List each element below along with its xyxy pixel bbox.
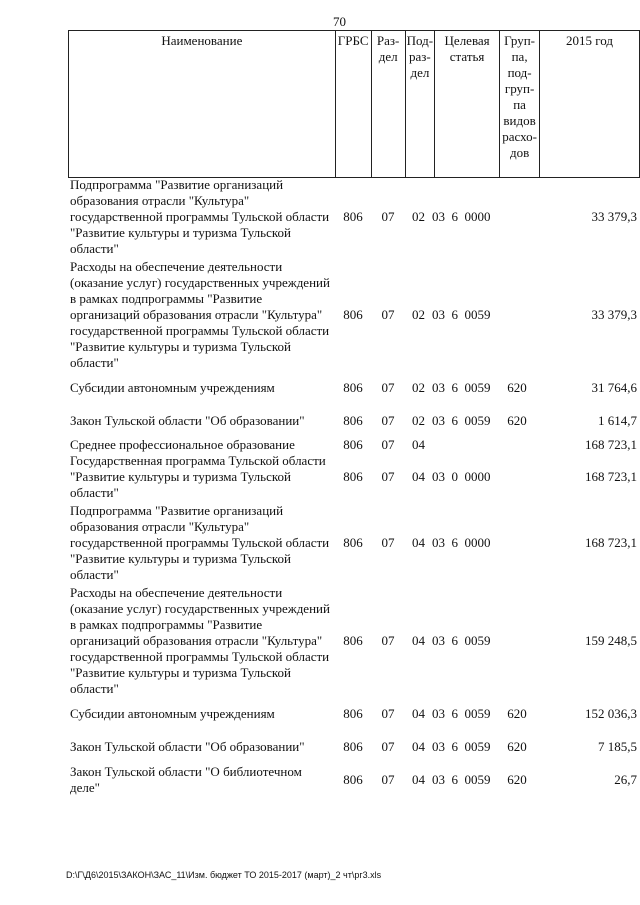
row-expense-group: 620: [507, 739, 527, 754]
row-expense-group: 620: [507, 706, 527, 721]
row-name: Расходы на обеспечение деятельности (оказание услуг) государственных учреждений в рамках подпрограммы "Развитие организаций образования отрасли "Культура" государственной программы Тульской области "Развитие культуры и туризма Тульской области": [70, 259, 330, 370]
row-sum: 168 723,1: [585, 469, 637, 484]
row-grbs: 806: [343, 772, 363, 787]
row-razdel: 07: [381, 437, 395, 452]
header-razdel: Раз- дел: [371, 31, 405, 178]
row-expense-group: 620: [507, 413, 527, 428]
row-podrazdel: 02: [412, 380, 425, 395]
row-razdel: 07: [381, 469, 395, 484]
row-expense-group: 620: [507, 380, 527, 395]
row-name: Субсидии автономным учреждениям: [70, 706, 275, 721]
row-grbs: 806: [343, 633, 363, 648]
row-target-article: 03 6 0059: [432, 739, 491, 754]
row-grbs: 806: [343, 535, 363, 550]
row-podrazdel: 02: [412, 209, 425, 224]
row-razdel: 07: [381, 413, 395, 428]
row-target-article: 03 6 0059: [432, 706, 491, 721]
row-target-article: 03 6 0059: [432, 307, 491, 322]
row-sum: 168 723,1: [585, 535, 637, 550]
table-header: [68, 30, 640, 178]
row-podrazdel: 04: [412, 706, 425, 721]
row-name: Расходы на обеспечение деятельности (оказание услуг) государственных учреждений в рамках подпрограммы "Развитие организаций образования отрасли "Культура" государственной программы Тульской области "Развитие культуры и туризма Тульской области": [70, 585, 330, 696]
header-expense-group: Груп- па, под- груп- па видов расхо- дов: [500, 31, 540, 178]
row-target-article: 03 6 0000: [432, 535, 491, 550]
row-name: Закон Тульской области "Об образовании": [70, 413, 305, 428]
row-razdel: 07: [381, 380, 395, 395]
row-name: Закон Тульской области "Об образовании": [70, 739, 305, 754]
row-grbs: 806: [343, 469, 363, 484]
header-year: 2015 год: [540, 31, 640, 178]
row-target-article: 03 0 0000: [432, 469, 491, 484]
row-podrazdel: 02: [412, 413, 425, 428]
row-target-article: 03 6 0059: [432, 772, 491, 787]
row-razdel: 07: [381, 706, 395, 721]
header-name: Наименование: [69, 31, 336, 178]
row-razdel: 07: [381, 307, 395, 322]
row-razdel: 07: [381, 739, 395, 754]
row-sum: 168 723,1: [585, 437, 637, 452]
row-grbs: 806: [343, 437, 363, 452]
row-name: Подпрограмма "Развитие организаций образования отрасли "Культура" государственной программы Тульской области "Развитие культуры и туризма Тульской области": [70, 503, 330, 582]
row-podrazdel: 04: [412, 535, 425, 550]
row-target-article: 03 6 0059: [432, 633, 491, 648]
row-target-article: 03 6 0059: [432, 413, 491, 428]
row-grbs: 806: [343, 739, 363, 754]
row-sum: 1 614,7: [598, 413, 637, 428]
file-path-footer: D:\Г\Д6\2015\ЗАКОН\ЗАС_11\Изм. бюджет ТО 2015-2017 (март)_2 чт\рг3.xls: [66, 870, 382, 880]
row-grbs: 806: [343, 380, 363, 395]
row-razdel: 07: [381, 535, 395, 550]
row-podrazdel: 04: [412, 469, 425, 484]
row-sum: 33 379,3: [591, 209, 637, 224]
row-sum: 152 036,3: [585, 706, 637, 721]
header-podrazdel: Под- раз- дел: [405, 31, 434, 178]
row-name: Государственная программа Тульской области "Развитие культуры и туризма Тульской области": [70, 453, 326, 500]
row-grbs: 806: [343, 209, 363, 224]
header-target-article: Целевая статья: [435, 31, 500, 178]
row-podrazdel: 04: [412, 772, 425, 787]
row-sum: 159 248,5: [585, 633, 637, 648]
row-podrazdel: 04: [412, 437, 425, 452]
row-podrazdel: 04: [412, 739, 425, 754]
header-grbs: ГРБС: [335, 31, 371, 178]
row-name: Подпрограмма "Развитие организаций образования отрасли "Культура" государственной программы Тульской области "Развитие культуры и туризма Тульской области": [70, 177, 330, 256]
row-sum: 7 185,5: [598, 739, 637, 754]
row-razdel: 07: [381, 772, 395, 787]
row-grbs: 806: [343, 307, 363, 322]
row-sum: 33 379,3: [591, 307, 637, 322]
row-name: Закон Тульской области "О библиотечном деле": [70, 764, 302, 795]
row-grbs: 806: [343, 706, 363, 721]
row-expense-group: 620: [507, 772, 527, 787]
row-razdel: 07: [381, 209, 395, 224]
row-podrazdel: 02: [412, 307, 425, 322]
page-number: 70: [333, 14, 346, 29]
row-grbs: 806: [343, 413, 363, 428]
row-sum: 31 764,6: [591, 380, 637, 395]
row-razdel: 07: [381, 633, 395, 648]
row-sum: 26,7: [614, 772, 637, 787]
row-name: Субсидии автономным учреждениям: [70, 380, 275, 395]
row-target-article: 03 6 0000: [432, 209, 491, 224]
row-name: Среднее профессиональное образование: [70, 437, 295, 452]
row-target-article: 03 6 0059: [432, 380, 491, 395]
row-podrazdel: 04: [412, 633, 425, 648]
